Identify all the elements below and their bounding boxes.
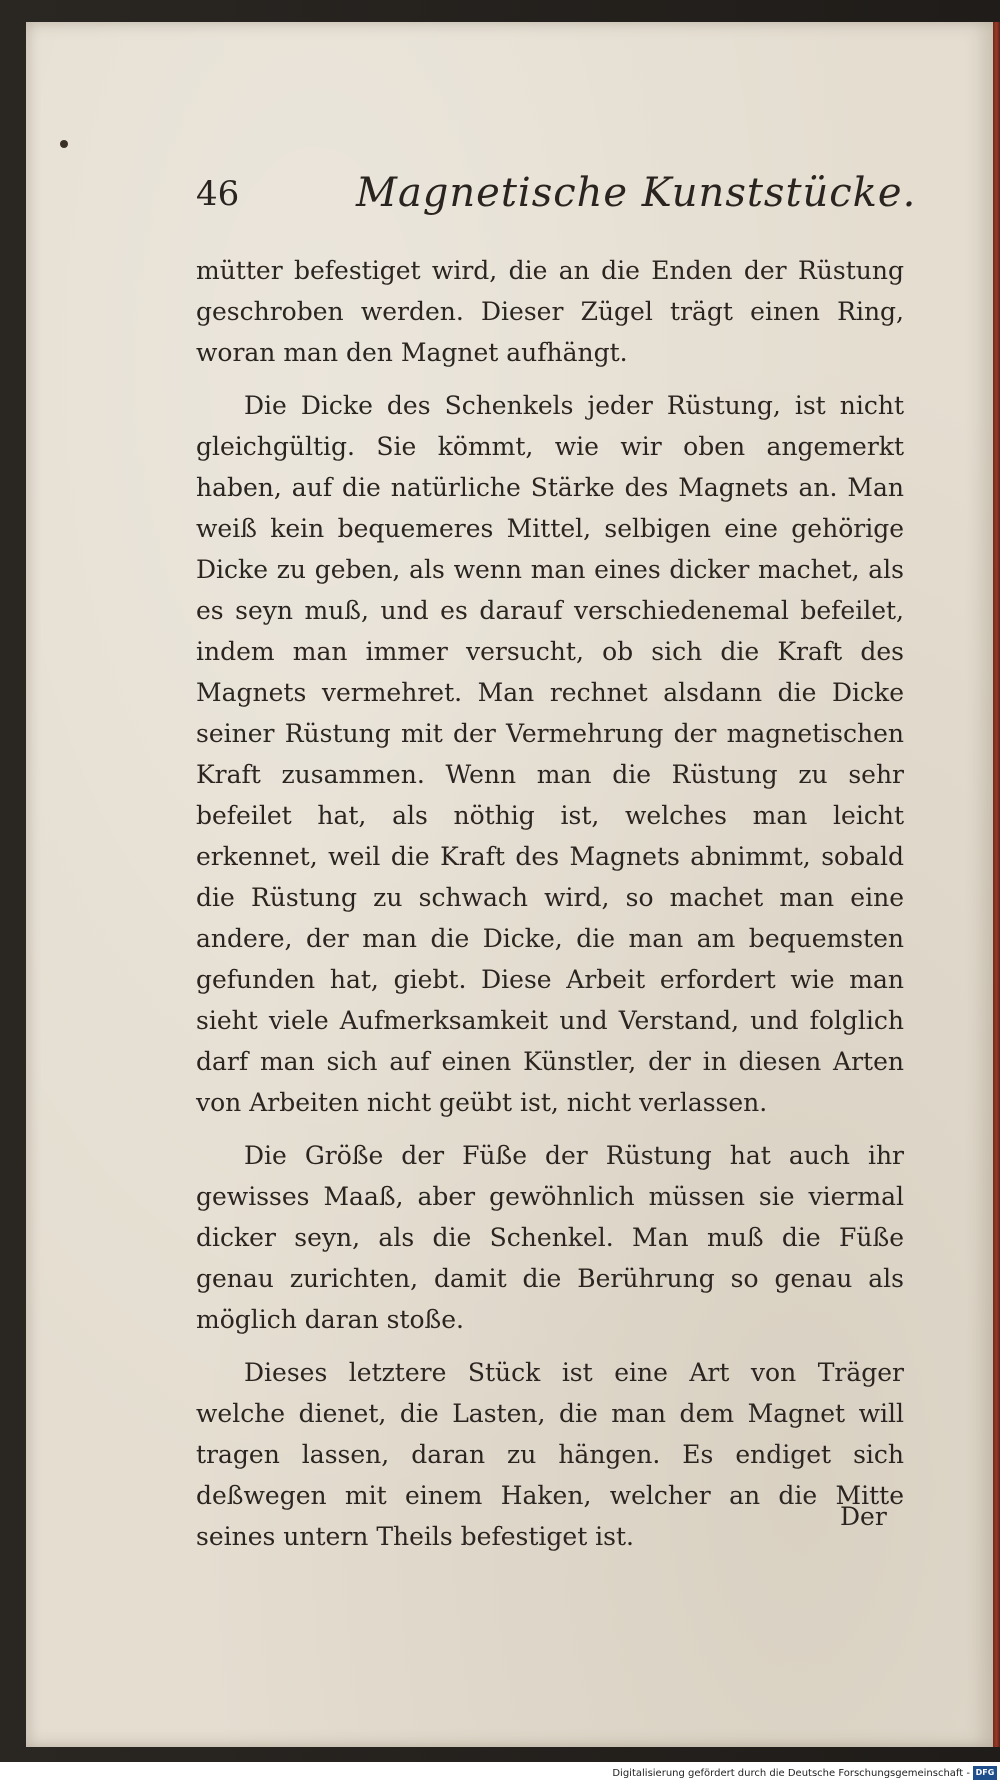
book-edge xyxy=(993,22,1000,1747)
footer-bar xyxy=(0,1762,1000,1783)
paper-speck xyxy=(60,140,68,148)
funding-credit: Digitalisierung gefördert durch die Deutsche Forschungsgemeinschaft - xyxy=(612,1768,970,1779)
body-text xyxy=(196,250,904,1569)
paragraph: Dieses letztere Stück ist eine Art von Träger welche dienet, die Lasten, die man dem Magnet will tragen lassen, daran zu hängen. Es endiget sich deßwegen mit einem Haken, welcher an die Mitte seines untern Theils befestiget ist. xyxy=(196,1358,904,1551)
paragraph: Die Größe der Füße der Rüstung hat auch ihr gewisses Maaß, aber gewöhnlich müssen sie viermal dicker seyn, als die Schenkel. Man muß die Füße genau zurichten, damit die Berührung so genau als möglich daran stoße. xyxy=(196,1141,904,1334)
running-head: Magnetische Kunststücke. xyxy=(356,170,917,216)
catchword: Der xyxy=(840,1502,887,1531)
paragraph: Die Dicke des Schenkels jeder Rüstung, ist nicht gleichgültig. Sie kömmt, wie wir oben angemerkt haben, auf die natürliche Stärke des Magnets an. Man weiß kein bequemeres Mittel, selbigen eine gehörige Dicke zu geben, als wenn man eines dicker machet, als es seyn muß, und es darauf verschiedenemal befeilet, indem man immer versucht, ob sich die Kraft des Magnets vermehret. Man rechnet alsdann die Dicke seiner Rüstung mit der Vermehrung der magnetischen Kraft zusammen. Wenn man die Rüstung zu sehr befeilet hat, als nöthig ist, welches man leicht erkennet, weil die Kraft des Magnets abnimmt, sobald die Rüstung zu schwach wird, so machet man eine andere, der man die Dicke, die man am bequemsten gefunden hat, giebt. Diese Arbeit erfordert wie man sieht viele Aufmerksamkeit und Verstand, und folglich darf man sich auf einen Künstler, der in diesen Arten von Arbeiten nicht geübt ist, nicht verlassen. xyxy=(196,391,904,1117)
page-number: 46 xyxy=(196,174,240,214)
paragraph: mütter befestiget wird, die an die Enden der Rüstung geschroben werden. Dieser Zügel trägt einen Ring, woran man den Magnet aufhängt. xyxy=(196,256,904,367)
page-header xyxy=(196,168,917,228)
dfg-logo: DFG xyxy=(973,1766,997,1780)
